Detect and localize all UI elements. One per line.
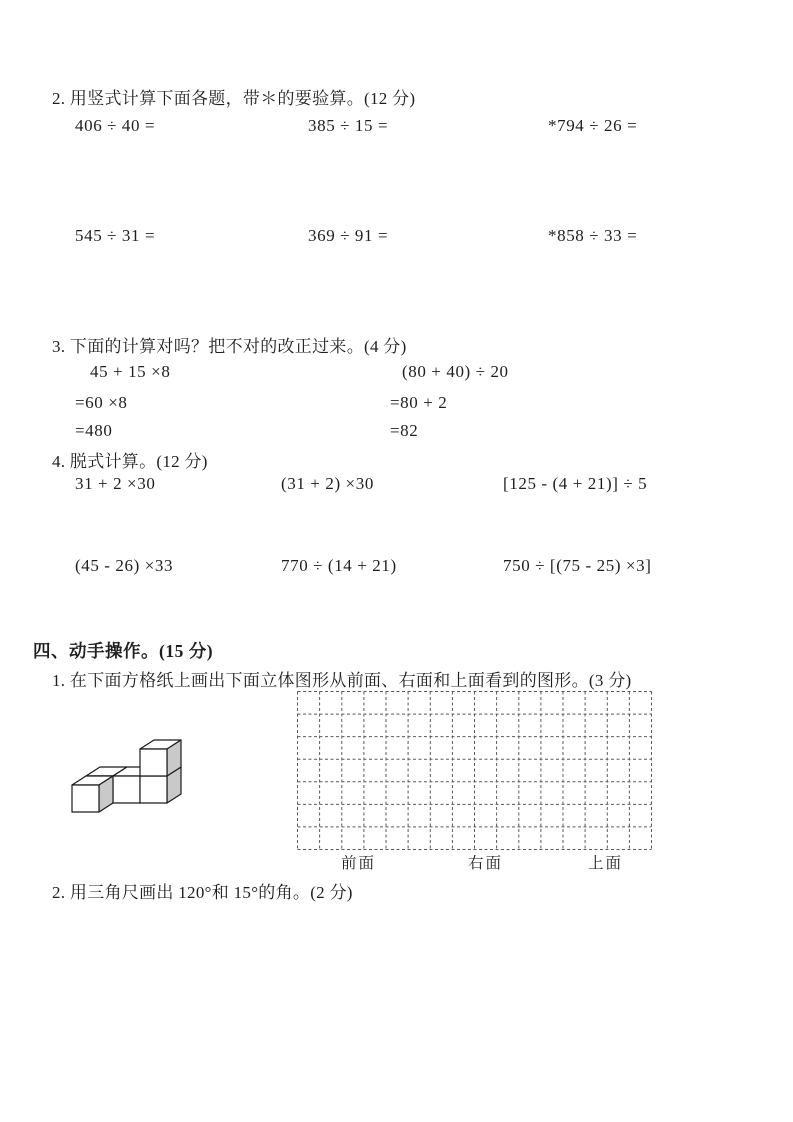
division-problem-2: 385 ÷ 15 = [308, 116, 389, 135]
division-problem-5: 369 ÷ 91 = [308, 226, 389, 245]
check-step1-right: =80 + 2 [390, 393, 448, 412]
stepwise-expr-1: 31 + 2 ×30 [75, 474, 156, 493]
division-problem-6-check: *858 ÷ 33 = [548, 226, 638, 245]
question-3-title: 3. 下面的计算对吗？把不对的改正过来。(4 分) [52, 337, 407, 356]
question-4-title: 4. 脱式计算。(12 分) [52, 452, 208, 471]
stepwise-expr-3: [125 - (4 + 21)] ÷ 5 [503, 474, 648, 493]
check-expr-left: 45 + 15 ×8 [90, 362, 171, 381]
check-result-left: =480 [75, 421, 113, 440]
cube-figure [70, 738, 184, 815]
division-problem-3-check: *794 ÷ 26 = [548, 116, 638, 135]
stepwise-expr-5: 770 ÷ (14 + 21) [281, 556, 397, 575]
question-2-title: 2. 用竖式计算下面各题，带＊的要验算。(12 分) [52, 89, 416, 108]
view-label-top: 上面 [588, 855, 624, 872]
stepwise-expr-4: (45 - 26) ×33 [75, 556, 174, 575]
grid-paper[interactable] [297, 691, 652, 850]
stepwise-expr-2: (31 + 2) ×30 [281, 474, 374, 493]
check-result-right: =82 [390, 421, 419, 440]
check-expr-right: (80 + 40) ÷ 20 [402, 362, 509, 381]
view-label-right: 右面 [468, 855, 504, 872]
division-problem-1: 406 ÷ 40 = [75, 116, 156, 135]
hands-on-item-2: 2. 用三角尺画出 120°和 15°的角。(2 分) [52, 883, 353, 902]
division-problem-4: 545 ÷ 31 = [75, 226, 156, 245]
view-label-front: 前面 [341, 855, 377, 872]
hands-on-item-1: 1. 在下面方格纸上画出下面立体图形从前面、右面和上面看到的图形。(3 分) [52, 671, 632, 690]
section-four-title: 四、动手操作。(15 分) [33, 641, 214, 661]
stepwise-expr-6: 750 ÷ [(75 - 25) ×3] [503, 556, 652, 575]
check-step1-left: =60 ×8 [75, 393, 128, 412]
